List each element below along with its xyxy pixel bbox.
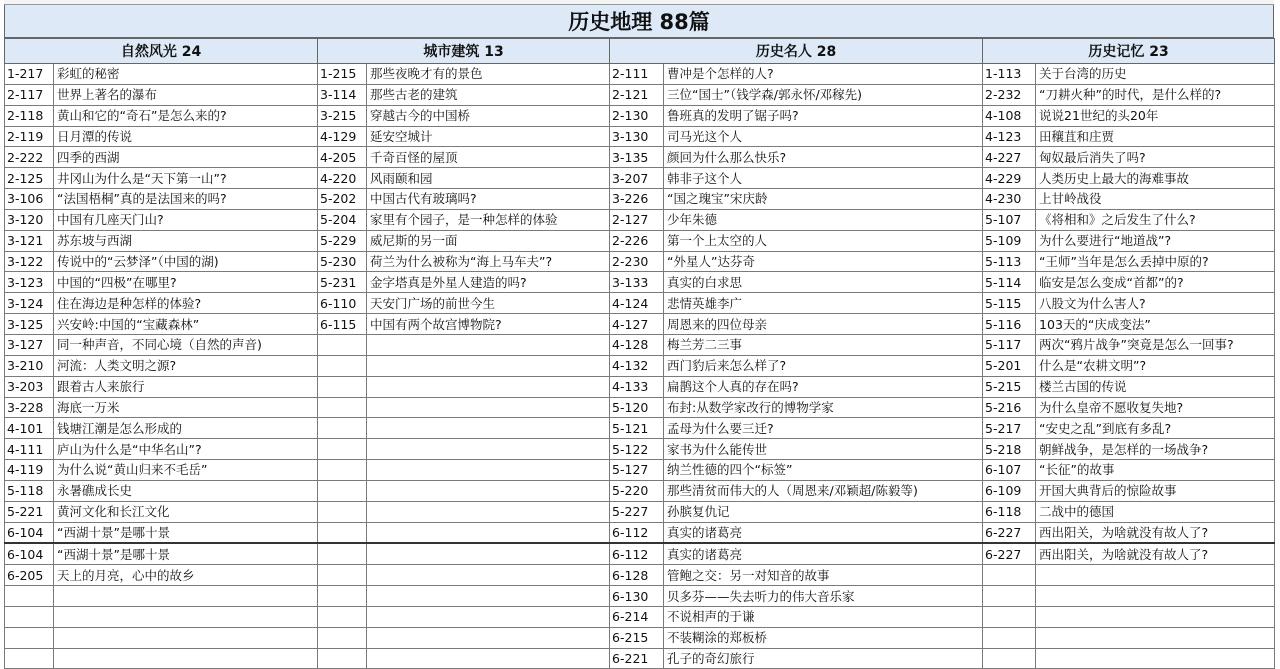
lesson-code: 2-118 bbox=[5, 105, 54, 126]
article-title: 《将相和》之后发生了什么? bbox=[1036, 209, 1275, 230]
article-title bbox=[367, 586, 610, 607]
article-title: 八股文为什么害人? bbox=[1036, 293, 1275, 314]
lesson-code: 4-205 bbox=[318, 147, 367, 168]
article-title bbox=[367, 501, 610, 522]
table-row bbox=[5, 293, 1275, 314]
lesson-code: 6-214 bbox=[610, 606, 664, 627]
lesson-code: 4-128 bbox=[610, 334, 664, 355]
article-title bbox=[367, 648, 610, 669]
article-title: 跟着古人来旅行 bbox=[54, 376, 318, 397]
table-row bbox=[5, 565, 1275, 586]
article-title bbox=[54, 586, 318, 607]
lesson-code: 2-222 bbox=[5, 147, 54, 168]
lesson-code: 1-217 bbox=[5, 64, 54, 85]
article-title: 井冈山为什么是“天下第一山”? bbox=[54, 168, 318, 189]
article-title: 四季的西湖 bbox=[54, 147, 318, 168]
lesson-code: 5-201 bbox=[983, 355, 1036, 376]
table-row bbox=[5, 376, 1275, 397]
lesson-code: 2-232 bbox=[983, 84, 1036, 105]
lesson-code bbox=[318, 522, 367, 543]
article-title: 不说相声的于谦 bbox=[664, 606, 983, 627]
article-title: 兴安岭:中国的“宝藏森林” bbox=[54, 314, 318, 335]
table-row bbox=[5, 586, 1275, 607]
lesson-code: 4-132 bbox=[610, 355, 664, 376]
article-title: 家书为什么能传世 bbox=[664, 439, 983, 460]
article-title: 西出阳关，为啥就没有故人了? bbox=[1036, 543, 1275, 564]
article-title: 为什么说“黄山归来不毛岳” bbox=[54, 460, 318, 481]
lesson-code: 6-227 bbox=[983, 522, 1036, 543]
article-title: 黄河文化和长江文化 bbox=[54, 501, 318, 522]
article-title: 日月潭的传说 bbox=[54, 126, 318, 147]
lesson-code: 5-229 bbox=[318, 230, 367, 251]
lesson-code: 5-202 bbox=[318, 189, 367, 210]
article-title bbox=[367, 334, 610, 355]
article-title: 那些夜晚才有的景色 bbox=[367, 64, 610, 85]
lesson-code: 5-231 bbox=[318, 272, 367, 293]
lesson-code: 3-127 bbox=[5, 334, 54, 355]
lesson-code: 4-124 bbox=[610, 293, 664, 314]
lesson-code bbox=[318, 397, 367, 418]
article-title: 住在海边是种怎样的体验? bbox=[54, 293, 318, 314]
lesson-code: 5-204 bbox=[318, 209, 367, 230]
lesson-code bbox=[5, 627, 54, 648]
lesson-code: 6-112 bbox=[610, 522, 664, 543]
header-nature: 自然风光 24 bbox=[5, 39, 318, 64]
article-title bbox=[1036, 627, 1275, 648]
article-title: 西出阳关，为啥就没有故人了? bbox=[1036, 522, 1275, 543]
lesson-code: 4-129 bbox=[318, 126, 367, 147]
lesson-code bbox=[318, 439, 367, 460]
article-title: “西湖十景”是哪十景 bbox=[54, 543, 318, 564]
article-title: 朝鲜战争，是怎样的一场战争? bbox=[1036, 439, 1275, 460]
article-title bbox=[367, 460, 610, 481]
article-title: 天上的月亮，心中的故乡 bbox=[54, 565, 318, 586]
lesson-code: 4-229 bbox=[983, 168, 1036, 189]
lesson-code: 3-226 bbox=[610, 189, 664, 210]
lesson-code: 3-122 bbox=[5, 251, 54, 272]
article-title: 曹冲是个怎样的人? bbox=[664, 64, 983, 85]
table-row bbox=[5, 397, 1275, 418]
article-title bbox=[367, 355, 610, 376]
lesson-code: 5-122 bbox=[610, 439, 664, 460]
lesson-code: 5-107 bbox=[983, 209, 1036, 230]
article-title bbox=[367, 397, 610, 418]
lesson-code: 4-123 bbox=[983, 126, 1036, 147]
lesson-code: 2-125 bbox=[5, 168, 54, 189]
article-title bbox=[367, 522, 610, 543]
lesson-code: 6-115 bbox=[318, 314, 367, 335]
lesson-code: 3-123 bbox=[5, 272, 54, 293]
lesson-code: 4-133 bbox=[610, 376, 664, 397]
lesson-code bbox=[318, 586, 367, 607]
lesson-code bbox=[318, 501, 367, 522]
lesson-code: 6-118 bbox=[983, 501, 1036, 522]
lesson-code: 4-220 bbox=[318, 168, 367, 189]
article-title: 河流：人类文明之源? bbox=[54, 355, 318, 376]
table-row bbox=[5, 251, 1275, 272]
article-title: 那些清贫而伟大的人（周恩来/邓颖超/陈毅等) bbox=[664, 480, 983, 501]
lesson-code: 5-216 bbox=[983, 397, 1036, 418]
header-row bbox=[5, 39, 1275, 64]
table-row bbox=[5, 168, 1275, 189]
lesson-code: 2-119 bbox=[5, 126, 54, 147]
lesson-code bbox=[983, 565, 1036, 586]
article-title: 二战中的德国 bbox=[1036, 501, 1275, 522]
lesson-code bbox=[5, 606, 54, 627]
article-title: 千奇百怪的屋顶 bbox=[367, 147, 610, 168]
article-title: 管鲍之交：另一对知音的故事 bbox=[664, 565, 983, 586]
article-title: 苏东坡与西湖 bbox=[54, 230, 318, 251]
article-title: 传说中的“云梦泽”（中国的湖) bbox=[54, 251, 318, 272]
article-title: “西湖十景”是哪十景 bbox=[54, 522, 318, 543]
lesson-code: 3-114 bbox=[318, 84, 367, 105]
article-title: 庐山为什么是“中华名山”? bbox=[54, 439, 318, 460]
article-title: 扁鹊这个人真的存在吗? bbox=[664, 376, 983, 397]
article-title: 不装糊涂的郑板桥 bbox=[664, 627, 983, 648]
article-title: 为什么皇帝不愿收复失地? bbox=[1036, 397, 1275, 418]
lesson-code: 6-221 bbox=[610, 648, 664, 669]
lesson-code: 1-113 bbox=[983, 64, 1036, 85]
article-title: 鲁班真的发明了锯子吗? bbox=[664, 105, 983, 126]
article-title: 真实的白求思 bbox=[664, 272, 983, 293]
lesson-code: 5-116 bbox=[983, 314, 1036, 335]
article-title bbox=[367, 418, 610, 439]
article-title bbox=[367, 606, 610, 627]
lesson-code: 6-205 bbox=[5, 565, 54, 586]
article-title: 威尼斯的另一面 bbox=[367, 230, 610, 251]
lesson-code: 3-228 bbox=[5, 397, 54, 418]
article-title: 永暑礁成长史 bbox=[54, 480, 318, 501]
article-title: 韩非子这个人 bbox=[664, 168, 983, 189]
lesson-code bbox=[318, 418, 367, 439]
lesson-code: 6-215 bbox=[610, 627, 664, 648]
article-title bbox=[367, 543, 610, 564]
article-title: 孔子的奇幻旅行 bbox=[664, 648, 983, 669]
lesson-code bbox=[318, 543, 367, 564]
article-title: 钱塘江潮是怎么形成的 bbox=[54, 418, 318, 439]
lesson-code: 6-104 bbox=[5, 543, 54, 564]
article-title: 天安门广场的前世今生 bbox=[367, 293, 610, 314]
lesson-code: 6-227 bbox=[983, 543, 1036, 564]
lesson-code: 3-130 bbox=[610, 126, 664, 147]
lesson-code: 5-115 bbox=[983, 293, 1036, 314]
table-row bbox=[5, 606, 1275, 627]
article-title: 悲情英雄李广 bbox=[664, 293, 983, 314]
article-title bbox=[1036, 606, 1275, 627]
article-title: 楼兰古国的传说 bbox=[1036, 376, 1275, 397]
lesson-code: 4-111 bbox=[5, 439, 54, 460]
lesson-code: 5-221 bbox=[5, 501, 54, 522]
article-title bbox=[367, 480, 610, 501]
article-title: 梅兰芳二三事 bbox=[664, 334, 983, 355]
article-title: 少年朱德 bbox=[664, 209, 983, 230]
table-row bbox=[5, 230, 1275, 251]
lesson-code bbox=[983, 606, 1036, 627]
article-title: “国之瑰宝”宋庆龄 bbox=[664, 189, 983, 210]
sheet-title: 历史地理 88篇 bbox=[4, 5, 1274, 38]
table-row bbox=[5, 189, 1275, 210]
table-row bbox=[5, 355, 1275, 376]
lesson-code: 5-118 bbox=[5, 480, 54, 501]
lesson-code: 5-230 bbox=[318, 251, 367, 272]
lesson-code: 3-120 bbox=[5, 209, 54, 230]
article-title: 同一种声音，不同心境（自然的声音) bbox=[54, 334, 318, 355]
lesson-code bbox=[983, 627, 1036, 648]
spreadsheet bbox=[4, 0, 1274, 669]
lesson-code: 5-127 bbox=[610, 460, 664, 481]
article-title: 风雨颐和园 bbox=[367, 168, 610, 189]
lesson-code bbox=[318, 627, 367, 648]
lesson-code: 2-226 bbox=[610, 230, 664, 251]
lesson-code: 4-108 bbox=[983, 105, 1036, 126]
lesson-code: 6-112 bbox=[610, 543, 664, 564]
article-title: “安史之乱”到底有多乱? bbox=[1036, 418, 1275, 439]
lesson-code: 3-135 bbox=[610, 147, 664, 168]
article-title bbox=[1036, 586, 1275, 607]
table-row bbox=[5, 209, 1275, 230]
lesson-code bbox=[318, 460, 367, 481]
article-title bbox=[54, 648, 318, 669]
lesson-code: 5-120 bbox=[610, 397, 664, 418]
lesson-code bbox=[5, 586, 54, 607]
article-title: 孟母为什么要三迁? bbox=[664, 418, 983, 439]
article-title: 海底一万米 bbox=[54, 397, 318, 418]
header-people: 历史名人 28 bbox=[610, 39, 983, 64]
article-title: 延安空城计 bbox=[367, 126, 610, 147]
lesson-code: 2-130 bbox=[610, 105, 664, 126]
lesson-code: 6-109 bbox=[983, 480, 1036, 501]
lesson-code: 5-218 bbox=[983, 439, 1036, 460]
lesson-code: 2-121 bbox=[610, 84, 664, 105]
article-title: 第一个上太空的人 bbox=[664, 230, 983, 251]
header-city: 城市建筑 13 bbox=[318, 39, 610, 64]
article-title: 开国大典背后的惊险故事 bbox=[1036, 480, 1275, 501]
article-title: 三位“国士”（钱学森/郭永怀/邓稼先) bbox=[664, 84, 983, 105]
lesson-code: 5-114 bbox=[983, 272, 1036, 293]
lesson-code: 6-104 bbox=[5, 522, 54, 543]
article-title: 颜回为什么那么快乐? bbox=[664, 147, 983, 168]
article-title: 司马光这个人 bbox=[664, 126, 983, 147]
article-title: 那些古老的建筑 bbox=[367, 84, 610, 105]
lesson-code bbox=[318, 648, 367, 669]
article-title: 说说21世纪的头20年 bbox=[1036, 105, 1275, 126]
article-title: 关于台湾的历史 bbox=[1036, 64, 1275, 85]
table-row bbox=[5, 480, 1275, 501]
article-title: 孙膑复仇记 bbox=[664, 501, 983, 522]
article-title: 临安是怎么变成“首都”的? bbox=[1036, 272, 1275, 293]
article-title: “长征”的故事 bbox=[1036, 460, 1275, 481]
lesson-code bbox=[318, 334, 367, 355]
article-title: 世界上著名的瀑布 bbox=[54, 84, 318, 105]
table-row bbox=[5, 147, 1275, 168]
lesson-code: 6-128 bbox=[610, 565, 664, 586]
lesson-code: 2-127 bbox=[610, 209, 664, 230]
lesson-code bbox=[318, 606, 367, 627]
lesson-code: 3-133 bbox=[610, 272, 664, 293]
lesson-code: 5-217 bbox=[983, 418, 1036, 439]
article-title: 穿越古今的中国桥 bbox=[367, 105, 610, 126]
lesson-code bbox=[318, 376, 367, 397]
lesson-code: 4-227 bbox=[983, 147, 1036, 168]
article-title bbox=[367, 439, 610, 460]
lesson-code: 3-121 bbox=[5, 230, 54, 251]
article-title: 纳兰性德的四个“标签” bbox=[664, 460, 983, 481]
article-title: 两次“鸦片战争”突竟是怎么一回事? bbox=[1036, 334, 1275, 355]
article-title bbox=[367, 565, 610, 586]
article-title bbox=[54, 606, 318, 627]
article-title: 田穰苴和庄贾 bbox=[1036, 126, 1275, 147]
article-title: 黄山和它的“奇石”是怎么来的? bbox=[54, 105, 318, 126]
lesson-code: 4-127 bbox=[610, 314, 664, 335]
lesson-code: 2-117 bbox=[5, 84, 54, 105]
lesson-code bbox=[983, 586, 1036, 607]
article-title: 103天的“庆成变法” bbox=[1036, 314, 1275, 335]
article-title bbox=[367, 376, 610, 397]
table-row bbox=[5, 272, 1275, 293]
article-title: “外星人”达芬奇 bbox=[664, 251, 983, 272]
lesson-code: 3-106 bbox=[5, 189, 54, 210]
article-title: 匈奴最后消失了吗? bbox=[1036, 147, 1275, 168]
article-title: 贝多芬——失去听力的伟大音乐家 bbox=[664, 586, 983, 607]
article-title: 周恩来的四位母亲 bbox=[664, 314, 983, 335]
table-row bbox=[5, 648, 1275, 669]
article-title: “法国梧桐”真的是法国来的吗? bbox=[54, 189, 318, 210]
lesson-code: 3-124 bbox=[5, 293, 54, 314]
article-title: 中国古代有玻璃吗? bbox=[367, 189, 610, 210]
article-title: 上甘岭战役 bbox=[1036, 189, 1275, 210]
table-row bbox=[5, 522, 1275, 543]
lesson-code: 5-121 bbox=[610, 418, 664, 439]
article-title: 人类历史上最大的海难事故 bbox=[1036, 168, 1275, 189]
article-title bbox=[1036, 565, 1275, 586]
table-row bbox=[5, 543, 1275, 564]
lesson-code bbox=[983, 648, 1036, 669]
table-row bbox=[5, 126, 1275, 147]
table-row bbox=[5, 64, 1275, 85]
lesson-code: 2-111 bbox=[610, 64, 664, 85]
article-title: 西门豹后来怎么样了? bbox=[664, 355, 983, 376]
article-title: 真实的诸葛亮 bbox=[664, 522, 983, 543]
table-row bbox=[5, 84, 1275, 105]
lesson-code: 5-215 bbox=[983, 376, 1036, 397]
lesson-code: 3-207 bbox=[610, 168, 664, 189]
lesson-code: 6-130 bbox=[610, 586, 664, 607]
article-title: 为什么要进行“地道战”? bbox=[1036, 230, 1275, 251]
table-row bbox=[5, 439, 1275, 460]
table-row bbox=[5, 627, 1275, 648]
article-title: 家里有个园子，是一种怎样的体验 bbox=[367, 209, 610, 230]
article-title bbox=[1036, 648, 1275, 669]
lesson-code: 3-203 bbox=[5, 376, 54, 397]
lesson-code bbox=[318, 355, 367, 376]
article-title: 布封:从数学家改行的博物学家 bbox=[664, 397, 983, 418]
lesson-code: 3-215 bbox=[318, 105, 367, 126]
header-memory: 历史记忆 23 bbox=[983, 39, 1275, 64]
article-title: 真实的诸葛亮 bbox=[664, 543, 983, 564]
article-title: 彩虹的秘密 bbox=[54, 64, 318, 85]
lesson-code: 2-230 bbox=[610, 251, 664, 272]
lesson-code bbox=[5, 648, 54, 669]
article-title: 中国有几座天门山? bbox=[54, 209, 318, 230]
lesson-code: 5-227 bbox=[610, 501, 664, 522]
lesson-code: 1-215 bbox=[318, 64, 367, 85]
article-title: 中国有两个故宫博物院? bbox=[367, 314, 610, 335]
table-row bbox=[5, 501, 1275, 522]
lesson-code bbox=[318, 480, 367, 501]
article-title: 金字塔真是外星人建造的吗? bbox=[367, 272, 610, 293]
table-row bbox=[5, 460, 1275, 481]
article-table bbox=[4, 38, 1275, 669]
table-row bbox=[5, 334, 1275, 355]
lesson-code: 4-119 bbox=[5, 460, 54, 481]
lesson-code: 5-220 bbox=[610, 480, 664, 501]
lesson-code: 5-117 bbox=[983, 334, 1036, 355]
lesson-code: 3-210 bbox=[5, 355, 54, 376]
article-title: 荷兰为什么被称为“海上马车夫”? bbox=[367, 251, 610, 272]
lesson-code: 4-230 bbox=[983, 189, 1036, 210]
lesson-code: 6-110 bbox=[318, 293, 367, 314]
table-row bbox=[5, 314, 1275, 335]
lesson-code: 3-125 bbox=[5, 314, 54, 335]
lesson-code bbox=[318, 565, 367, 586]
lesson-code: 4-101 bbox=[5, 418, 54, 439]
table-row bbox=[5, 105, 1275, 126]
article-title: 中国的“四极”在哪里? bbox=[54, 272, 318, 293]
article-title: “刀耕火种”的时代，是什么样的? bbox=[1036, 84, 1275, 105]
article-title: “王师”当年是怎么丢掉中原的? bbox=[1036, 251, 1275, 272]
lesson-code: 6-107 bbox=[983, 460, 1036, 481]
article-title: 什么是“农耕文明”? bbox=[1036, 355, 1275, 376]
table-row bbox=[5, 418, 1275, 439]
lesson-code: 5-109 bbox=[983, 230, 1036, 251]
article-title bbox=[54, 627, 318, 648]
article-title bbox=[367, 627, 610, 648]
lesson-code: 5-113 bbox=[983, 251, 1036, 272]
